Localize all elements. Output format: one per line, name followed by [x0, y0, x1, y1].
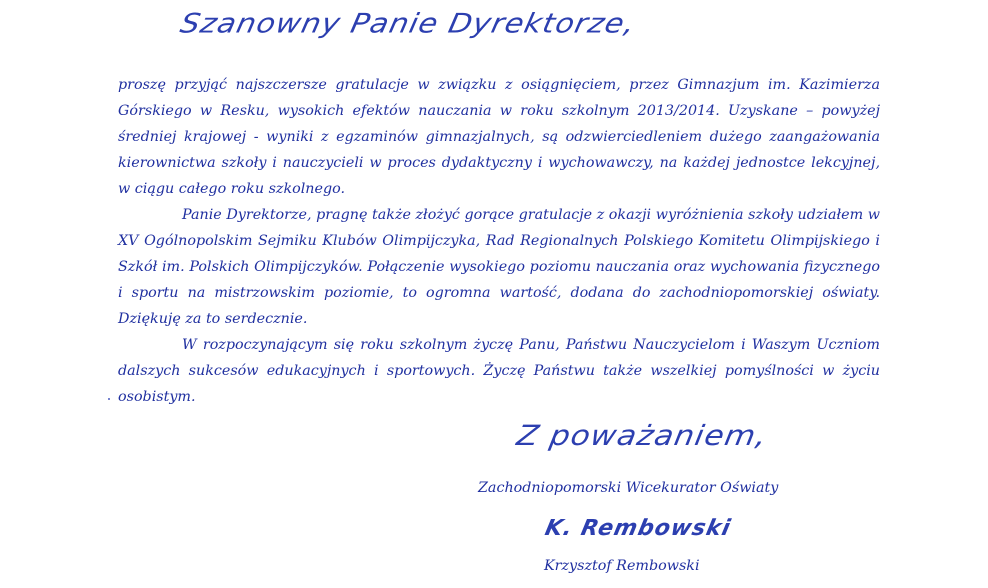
letter-body: [118, 72, 880, 410]
paragraph-3: W rozpoczynającym się roku szkolnym życzę Panu, Państwu Nauczycielom i Waszym Uczniom dalszych sukcesów edukacyjnych i sportowych. Życzę Państwu także wszelkiej pomyślności w życiu osobistym.: [118, 337, 880, 405]
paragraph-2: Panie Dyrektorze, pragnę także złożyć gorące gratulacje z okazji wyróżnienia szkoły udziałem w XV Ogólnopolskim Sejmiku Klubów Olimpijczyka, Rad Regionalnych Polskiego Komitetu Olimpijskiego i Szkół im. Polskich Olimpijczyków. Połączenie wysokiego poziomu nauczania oraz wychowania fizycznego i sportu na mistrzowskim poziomie, to ogromna wartość, dodana do zachodniopomorskiej oświaty. Dziękuję za to serdecznie.: [118, 207, 880, 327]
salutation: Szanowny Panie Dyrektorze,: [177, 8, 639, 40]
sender-name: Krzysztof Rembowski: [544, 558, 700, 574]
sender-title: Zachodniopomorski Wicekurator Oświaty: [478, 480, 779, 496]
stray-dot: [108, 398, 110, 400]
closing: Z poważaniem,: [514, 420, 770, 453]
signature: K. Rembowski: [542, 516, 734, 541]
paragraph-1: proszę przyjąć najszczersze gratulacje w związku z osiągnięciem, przez Gimnazjum im. Kazimierza Górskiego w Resku, wysokich efektów nauczania w roku szkolnym 2013/2014. Uzyskane – powyżej średniej krajowej - wyniki z egzaminów gimnazjalnych, są odzwierciedleniem dużego zaangażowania kierownictwa szkoły i nauczycieli w proces dydaktyczny i wychowawczy, na każdej jednostce lekcyjnej, w ciągu całego roku szkolnego.: [118, 77, 880, 197]
